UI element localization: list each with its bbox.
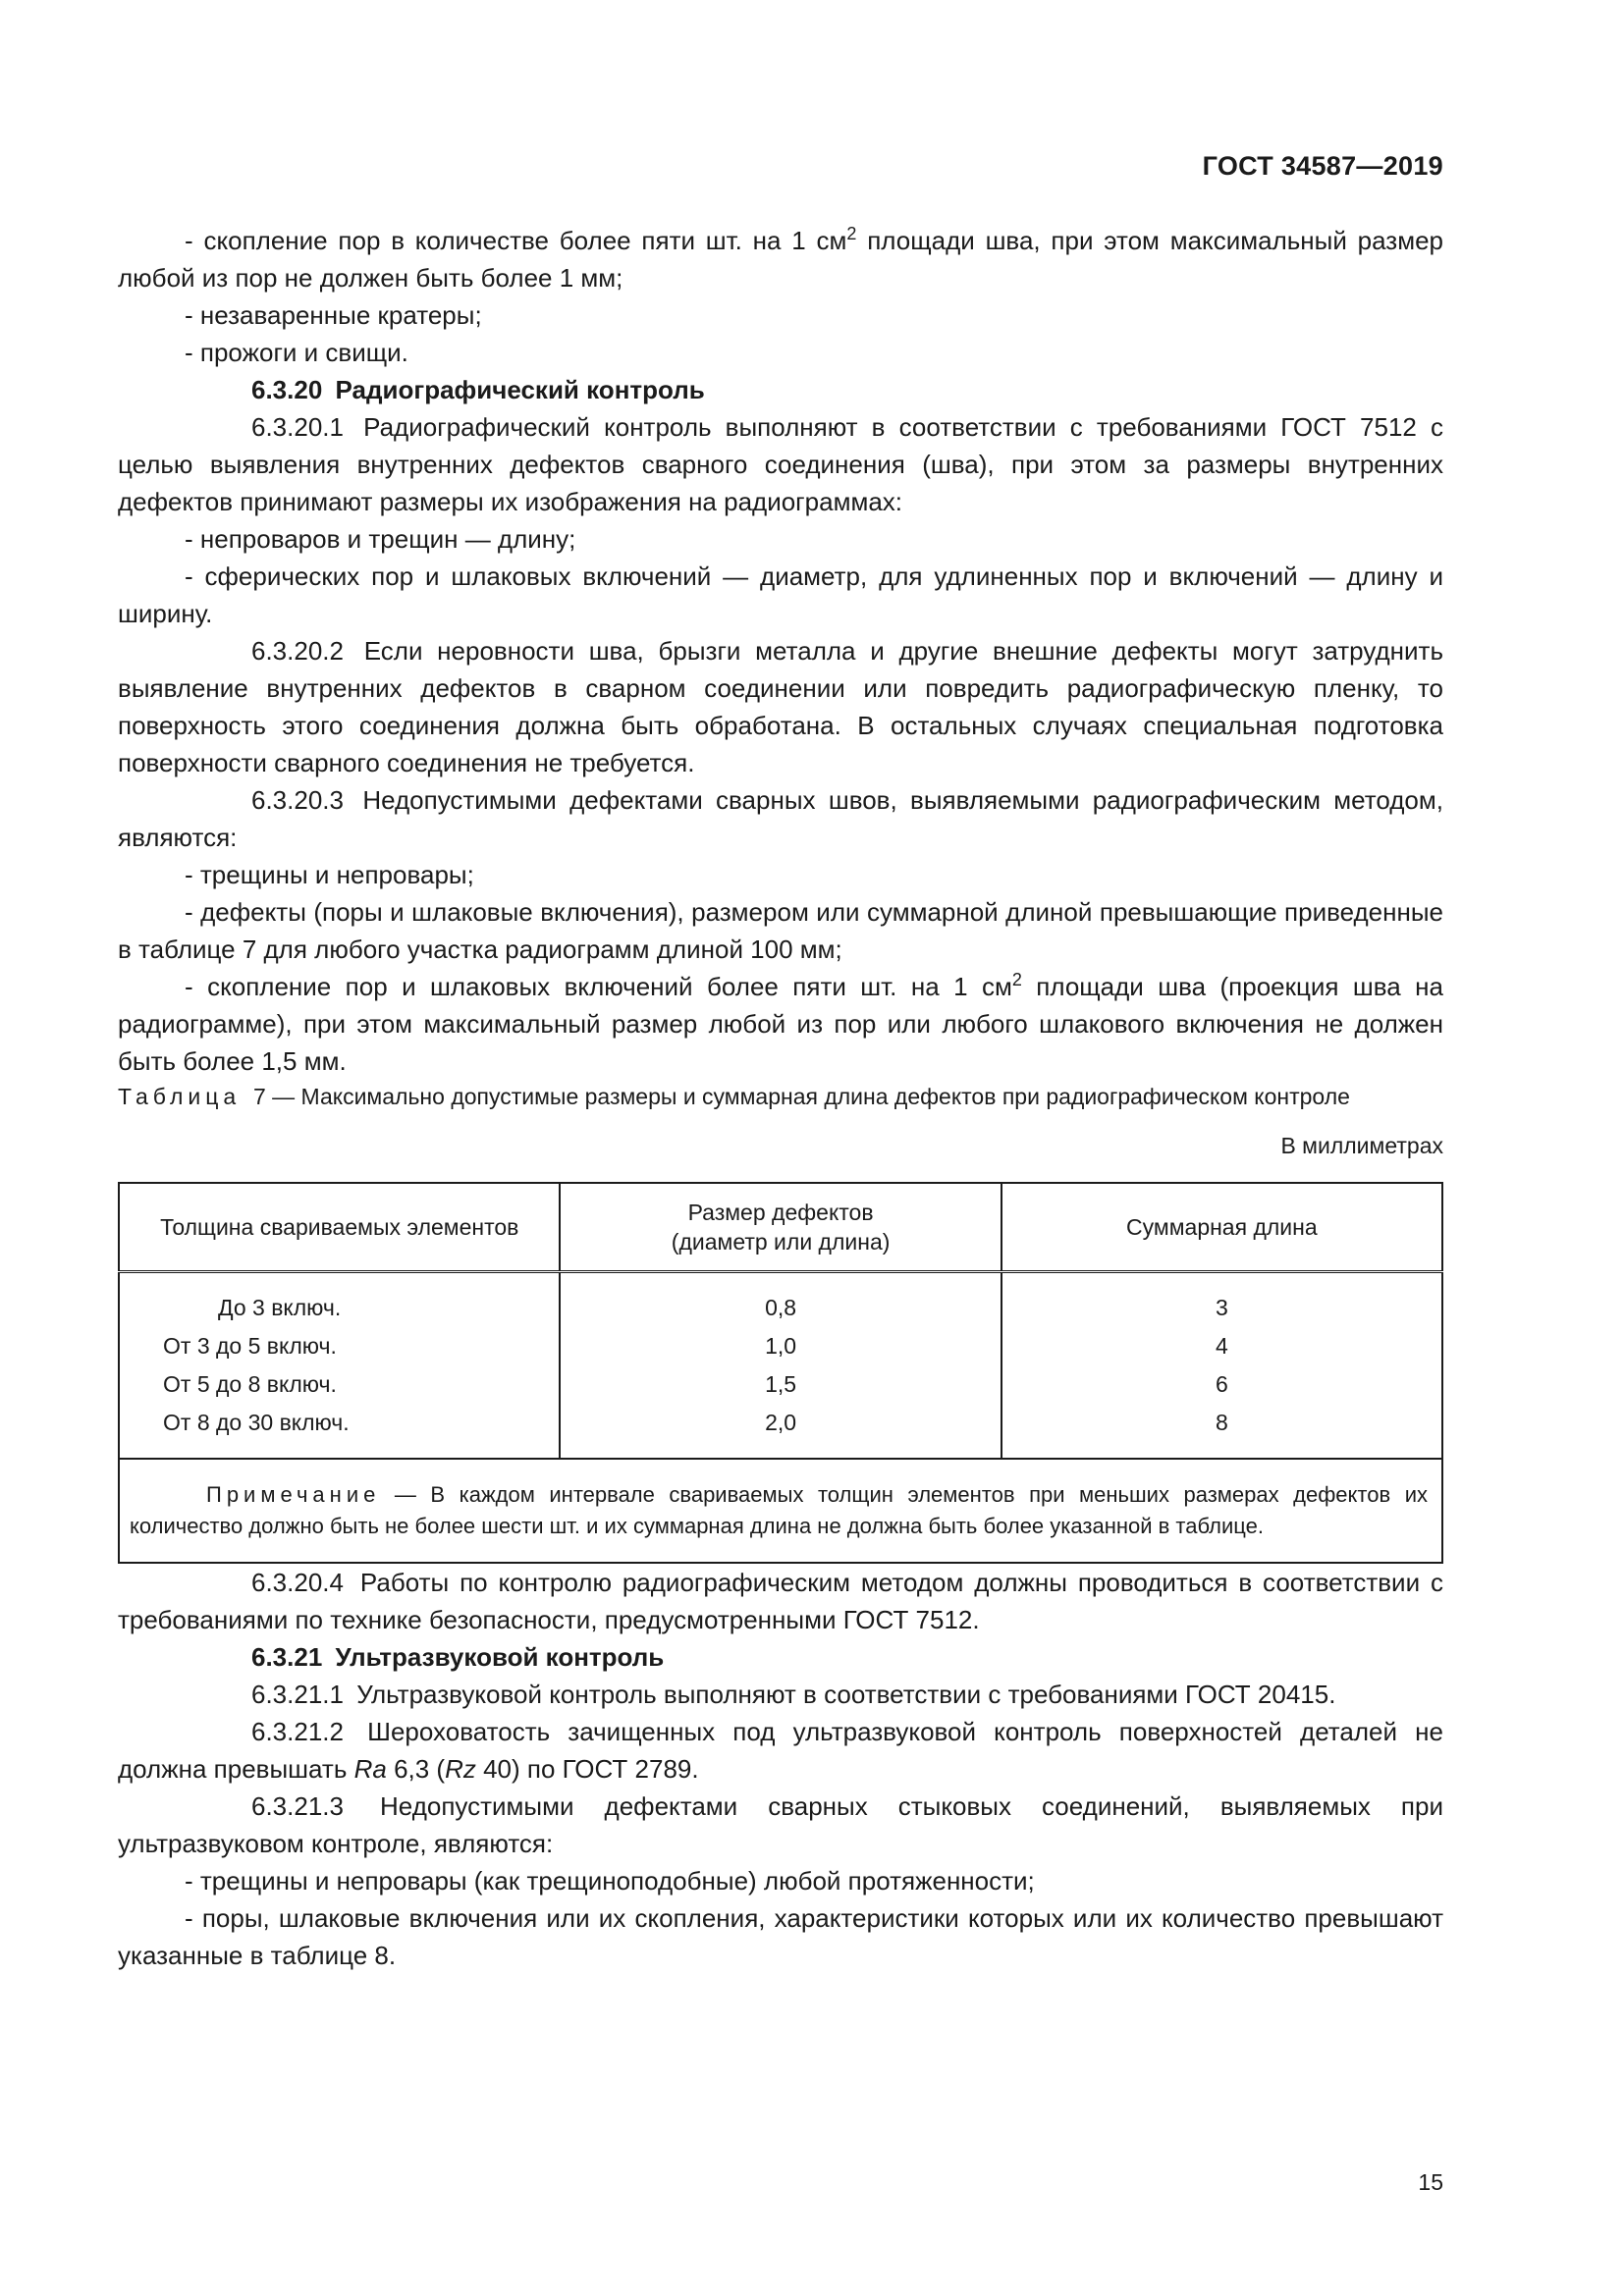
note-text: — В каждом интервале свариваемых толщин элементов при меньших размерах дефектов их количество должно быть не более шести шт. и их суммарная длина не должна быть более указанной в таблице. <box>130 1482 1428 1538</box>
column-defect-size <box>560 1272 1001 1460</box>
list-item-craters: - незаваренные кратеры; <box>185 300 482 330</box>
header-line: Размер дефектов <box>687 1200 874 1225</box>
table-cell: 4 <box>1215 1333 1228 1359</box>
document-body <box>118 222 1443 1974</box>
table-note <box>119 1459 1442 1563</box>
table-cell: 3 <box>1215 1295 1228 1320</box>
list-item-cracks-ultrasonic: - трещины и непровары (как трещиноподобные) любой протяженности; <box>185 1866 1035 1896</box>
text-fragment: - скопление пор в количестве более пяти шт. на 1 см <box>185 226 847 255</box>
superscript-2: 2 <box>846 224 857 244</box>
table-cell: 1,0 <box>765 1333 797 1359</box>
table-cell: 8 <box>1215 1410 1228 1435</box>
document-standard-header: ГОСТ 34587—2019 <box>1202 151 1443 181</box>
section-title: Радиографический контроль <box>335 375 705 404</box>
superscript-2: 2 <box>1011 970 1022 990</box>
table-caption-text: — Максимально допустимые размеры и суммарная длина дефектов при радиографическом контроле <box>265 1084 1350 1109</box>
defects-table <box>118 1182 1443 1564</box>
table-cell: 0,8 <box>765 1295 797 1320</box>
list-item-burnthrough: - прожоги и свищи. <box>185 338 408 367</box>
table-units: В миллиметрах <box>1280 1133 1443 1158</box>
paragraph-6-3-21-1 <box>118 1676 1443 1713</box>
table-data-row <box>119 1272 1442 1460</box>
header-thickness: Толщина свариваемых элементов <box>119 1183 560 1272</box>
list-item-lack-of-fusion: - непроваров и трещин — длину; <box>185 524 576 554</box>
clause-text: Ультразвуковой контроль выполняют в соответствии с требованиями ГОСТ 20415. <box>356 1680 1336 1709</box>
clause-text: Недопустимыми дефектами сварных стыковых соединений, выявляемых при ультразвуковом контроле, являются: <box>118 1791 1443 1858</box>
paragraph-pores-cluster <box>118 222 1443 296</box>
clause-number: 6.3.20.1 <box>251 412 344 442</box>
roughness-ra: Ra <box>353 1754 387 1784</box>
table-caption-word: Таблица <box>118 1084 242 1109</box>
table-cell: 6 <box>1215 1371 1228 1397</box>
paragraph-6-3-20-4 <box>118 1564 1443 1638</box>
column-thickness <box>119 1272 560 1460</box>
text-fragment: - скопление пор и шлаковых включений более пяти шт. на 1 см <box>185 972 1012 1001</box>
section-heading-6-3-20 <box>118 371 1443 408</box>
table-cell: От 5 до 8 включ. <box>163 1371 337 1397</box>
table-cell: От 8 до 30 включ. <box>163 1410 350 1435</box>
table-cell: От 3 до 5 включ. <box>163 1333 337 1359</box>
clause-number: 6.3.20.4 <box>251 1568 344 1597</box>
paragraph-6-3-20-3 <box>118 781 1443 856</box>
text-fragment: площади шва (проекция шва на радиограмме), при этом максимальный размер любой из пор или любого шлакового включения не должен быть более 1,5 мм. <box>118 972 1443 1076</box>
section-heading-6-3-21 <box>118 1638 1443 1676</box>
list-item-defects-size: - дефекты (поры и шлаковые включения), размером или суммарной длиной превышающие приведенные в таблице 7 для любого участка радиограмм длиной 100 мм; <box>118 897 1443 964</box>
table-caption <box>118 1080 1443 1113</box>
table-cell: 2,0 <box>765 1410 797 1435</box>
note-label: Примечание <box>206 1482 381 1507</box>
section-title: Ультразвуковой контроль <box>335 1642 665 1672</box>
paragraph-6-3-20-1 <box>118 408 1443 520</box>
clause-text: Радиографический контроль выполняют в соответствии с требованиями ГОСТ 7512 с целью выявления внутренних дефектов сварного соединения (шва), при этом за размеры внутренних дефектов принимают размеры их изображения на радиограммах: <box>118 412 1443 516</box>
header-line: (диаметр или длина) <box>671 1229 891 1255</box>
clause-number: 6.3.21.3 <box>251 1791 344 1821</box>
header-total-length: Суммарная длина <box>1001 1183 1442 1272</box>
list-item-pores-slag-ultrasonic: - поры, шлаковые включения или их скопления, характеристики которых или их количество превышают указанные в таблице 8. <box>118 1903 1443 1970</box>
clause-text: Недопустимыми дефектами сварных швов, выявляемыми радиографическим методом, являются: <box>118 785 1443 852</box>
page-number: 15 <box>1418 2169 1443 2195</box>
header-defect-size <box>560 1183 1001 1272</box>
table-header-row <box>119 1183 1442 1272</box>
text-fragment: площади шва, при этом максимальный размер любой из пор не должен быть более 1 мм; <box>118 226 1443 293</box>
table-cell: 1,5 <box>765 1371 797 1397</box>
section-number: 6.3.21 <box>251 1642 323 1672</box>
table-note-row <box>119 1459 1442 1563</box>
clause-number: 6.3.20.3 <box>251 785 344 815</box>
table-caption-number: 7 <box>252 1084 266 1109</box>
clause-text: Шероховатость зачищенных под ультразвуковой контроль поверхностей деталей не должна превышать <box>118 1717 1443 1784</box>
list-item-pores-slag-cluster <box>118 968 1443 1080</box>
clause-text: Работы по контролю радиографическим методом должны проводиться в соответствии с требованиями по технике безопасности, предусмотренными ГОСТ 7512. <box>118 1568 1443 1634</box>
paragraph-6-3-20-2 <box>118 632 1443 781</box>
paragraph-6-3-21-3 <box>118 1788 1443 1862</box>
clause-number: 6.3.21.2 <box>251 1717 344 1746</box>
roughness-rz: Rz <box>445 1754 476 1784</box>
list-item-cracks: - трещины и непровары; <box>185 860 474 889</box>
paragraph-6-3-21-2 <box>118 1713 1443 1788</box>
clause-number: 6.3.20.2 <box>251 636 344 666</box>
list-item-spherical-pores: - сферических пор и шлаковых включений — диаметр, для удлиненных пор и включений — длину и ширину. <box>118 561 1443 628</box>
clause-number: 6.3.21.1 <box>251 1680 344 1709</box>
column-total-length <box>1001 1272 1442 1460</box>
table-cell: До 3 включ. <box>218 1295 342 1320</box>
clause-text: Если неровности шва, брызги металла и другие внешние дефекты могут затруднить выявление внутренних дефектов в сварном соединении или повредить радиографическую пленку, то поверхность этого соединения должна быть обработана. В остальных случаях специальная подготовка поверхности сварного соединения не требуется. <box>118 636 1443 777</box>
clause-text: 6,3 ( <box>386 1754 446 1784</box>
clause-text: 40) по ГОСТ 2789. <box>475 1754 699 1784</box>
section-number: 6.3.20 <box>251 375 323 404</box>
